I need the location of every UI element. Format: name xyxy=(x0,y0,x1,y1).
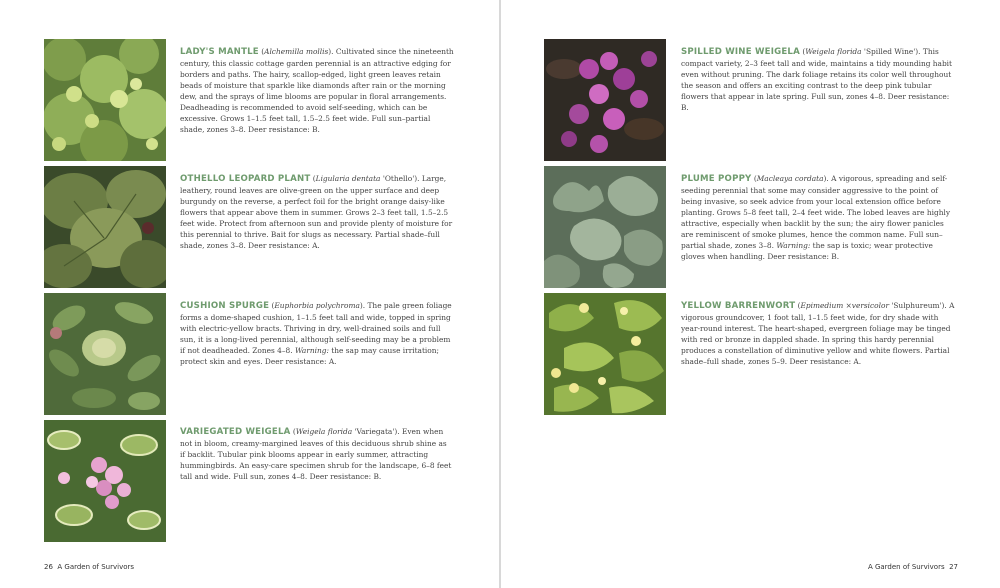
yellow-barrenwort-photo xyxy=(544,293,666,415)
left-running-title: A Garden of Survivors xyxy=(57,563,135,571)
yellow-barrenwort-image xyxy=(544,293,666,415)
plume-poppy-text xyxy=(681,173,955,262)
ladys-mantle-name: LADY'S MANTLE xyxy=(180,47,259,57)
ladys-mantle-paren-close: ). xyxy=(328,47,336,56)
cushion-spurge-latin: Euphorbia polychroma xyxy=(274,301,360,310)
variegated-weigela-latin: Weigela florida xyxy=(295,427,353,436)
ladys-mantle-description: Cultivated since the nineteenth century, this classic cottage garden perennial is an attractive edging for borders and paths. The hairy, scallop-edged, light green leaves retain beads of moisture that sparkle like diamonds after rain or the morning dew, and the sprays of lime blooms are popular in floral arrangements. Deadheading is recommended to avoid self-seeding, which can be excessive. Grows 1–1.5 feet tall, 1.5–2.5 feet wide. Full sun–partial shade, zones 3–8. Deer resistance: B. xyxy=(180,47,454,134)
right-folio xyxy=(868,563,958,571)
ladys-mantle-photo xyxy=(44,39,166,161)
spilled-wine-paren-close: 'Spilled Wine'). xyxy=(861,47,923,56)
cushion-spurge-image xyxy=(44,293,166,415)
left-folio xyxy=(44,563,134,571)
variegated-weigela-name: VARIEGATED WEIGELA xyxy=(180,427,291,437)
cushion-spurge-warning: Warning: xyxy=(294,346,329,355)
othello-name: OTHELLO LEOPARD PLANT xyxy=(180,174,311,184)
variegated-weigela-paren-open: ( xyxy=(290,427,296,436)
variegated-weigela-description: Even when not in bloom, creamy-margined leaves of this deciduous shrub shine as if backlit. Tubular pink blooms appear in early summer, attracting hummingbirds. An easy-care specimen shrub for the landscape, 6–8 feet tall and wide. Full sun, zones 4–8. Deer resistance: B. xyxy=(180,427,452,481)
cushion-spurge-description: The pale green foliage forms a dome-shaped cushion, 1–1.5 feet tall and wide, topped in spring with electric-yellow bracts. Thriving in dry, well-drained soils and full sun, it is a long-lived perennial, although self-seeding may be a problem if not deadheaded. Zones 4–8. xyxy=(180,301,452,355)
spilled-wine-description: This compact variety, 2–3 feet tall and wide, maintains a tidy mounding habit even without pruning. The dark foliage retains its color well throughout the season and offers an exciting contrast to the deep pink tubular flowers that appear in late spring. Full sun, zones 4–8. Deer resistance: B. xyxy=(681,47,953,112)
cushion-spurge-text xyxy=(180,300,454,367)
spilled-wine-name: SPILLED WINE WEIGELA xyxy=(681,47,800,57)
cushion-spurge-paren-close: ). xyxy=(359,301,368,310)
plume-poppy-paren-open: ( xyxy=(751,174,757,183)
left-page xyxy=(0,0,499,588)
yellow-barrenwort-paren-close: 'Sulphureum'). xyxy=(888,301,950,310)
yellow-barrenwort-description: A vigorous groundcover, 1 foot tall, 1–1.5 feet wide, for dry shade with year-round interest. The heart-shaped, evergreen foliage may be tinged with red or bronze in dappled shade. In spring this hardy perennial produces a constellation of diminutive yellow and white flowers. Partial shade–full shade, zones 5–9. Deer resistance: A. xyxy=(681,301,955,366)
ladys-mantle-paren-open: ( xyxy=(258,47,265,56)
ladys-mantle-text xyxy=(180,46,454,135)
cushion-spurge-photo xyxy=(44,293,166,415)
yellow-barrenwort-latin: Epimedium ×versicolor xyxy=(800,301,889,310)
othello-description: Large, leathery, round leaves are olive-green on the upper surface and deep burgundy on the reverse, a perfect foil for the bright orange daisy-like flowers that appear above them in summer. Grows 2–3 feet tall, 1.5–2.5 feet wide. Protect from afternoon sun and provide plenty of moisture for this perennial to thrive. Bait for slugs as necessary. Partial shade–full shade, zones 3–8. Deer resistance: A. xyxy=(180,174,453,250)
ladys-mantle-image xyxy=(44,39,166,161)
yellow-barrenwort-text xyxy=(681,300,955,367)
variegated-weigela-photo xyxy=(44,420,166,542)
othello-text xyxy=(180,173,454,251)
othello-image xyxy=(44,166,166,288)
cushion-spurge-name: CUSHION SPURGE xyxy=(180,301,270,311)
othello-latin: Ligularia dentata xyxy=(315,174,381,183)
plume-poppy-photo xyxy=(544,166,666,288)
spilled-wine-paren-open: ( xyxy=(799,47,806,56)
plume-poppy-warning: Warning: xyxy=(776,241,811,250)
yellow-barrenwort-paren-open: ( xyxy=(795,301,801,310)
right-running-title: A Garden of Survivors xyxy=(867,563,945,571)
left-page-number: 26 xyxy=(44,563,53,571)
cushion-spurge-warning-text: the sap may cause irritation; protect skin and eyes. Deer resistance: A. xyxy=(180,346,439,366)
plume-poppy-description: A vigorous, spreading and self-seeding perennial that some may consider aggressive to the point of being invasive, so seek advice from your local extension office before planting. Grows 5–8 feet tall, 2–4 feet wide. The lobed leaves are highly attractive, especially when backlit by the sun; the airy flower panicles are reminiscent of smoke plumes, hence the common name. Full sun–partial shade, zones 3–8. xyxy=(681,174,950,250)
spilled-wine-photo xyxy=(544,39,666,161)
cushion-spurge-paren-open: ( xyxy=(269,301,275,310)
variegated-weigela-paren-close: 'Variegata'). xyxy=(352,427,402,436)
othello-paren-open: ( xyxy=(310,174,316,183)
variegated-weigela-text xyxy=(180,426,454,482)
ladys-mantle-latin: Alchemilla mollis xyxy=(264,47,329,56)
othello-paren-close: 'Othello'). xyxy=(380,174,422,183)
spilled-wine-text xyxy=(681,46,955,113)
spilled-wine-latin: Weigela florida xyxy=(805,47,862,56)
plume-poppy-name: PLUME POPPY xyxy=(681,174,752,184)
plume-poppy-latin: Macleaya cordata xyxy=(756,174,824,183)
spilled-wine-image xyxy=(544,39,666,161)
plume-poppy-warning-text: the sap is toxic; wear protective gloves when handling. Deer resistance: B. xyxy=(681,241,933,261)
right-page xyxy=(501,0,1000,588)
right-page-number: 27 xyxy=(949,563,958,571)
plume-poppy-paren-close: ). xyxy=(823,174,832,183)
plume-poppy-image xyxy=(544,166,666,288)
yellow-barrenwort-name: YELLOW BARRENWORT xyxy=(681,301,796,311)
variegated-weigela-image xyxy=(44,420,166,542)
othello-photo xyxy=(44,166,166,288)
